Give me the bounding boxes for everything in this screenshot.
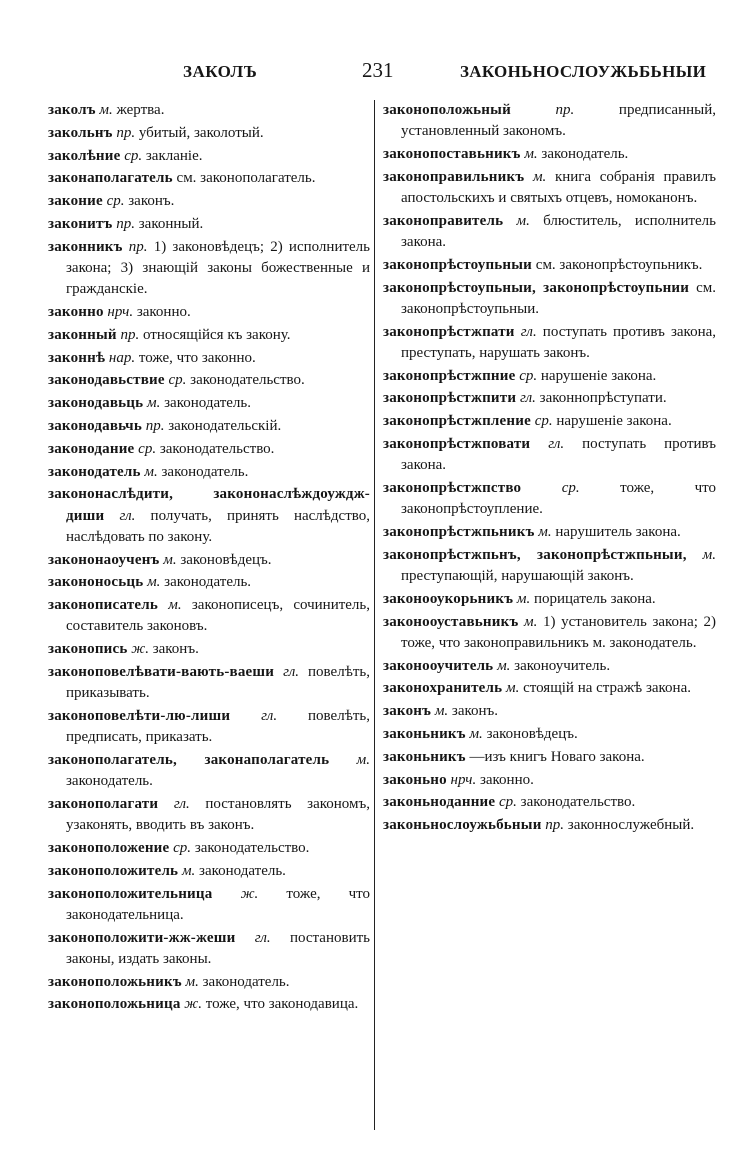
entry-definition: законодатель. <box>66 773 153 790</box>
entry-definition: законовѣдецъ. <box>180 551 272 568</box>
running-header <box>0 58 741 88</box>
entry-definition: поступать противъ закона. <box>401 435 716 474</box>
entry-grammar-label: м. <box>524 146 538 162</box>
dictionary-entry <box>383 815 716 836</box>
dictionary-entry <box>383 255 716 276</box>
entry-definition: законодатель. <box>161 463 249 480</box>
dictionary-entry <box>383 478 716 520</box>
entry-headword: законопрѣстоупьныи <box>383 256 533 273</box>
entry-grammar-label: пр. <box>120 326 140 343</box>
dictionary-entry <box>48 750 370 792</box>
dictionary-entry <box>48 550 370 571</box>
entry-grammar-label: ж. <box>131 641 149 658</box>
entry-definition: законовѣдецъ. <box>486 725 578 742</box>
entry-grammar-label: гл. <box>173 795 190 812</box>
entry-grammar-label: гл. <box>254 929 271 946</box>
entry-definition: постановить законы, издать законы. <box>66 929 370 967</box>
entry-definition: законодательство. <box>194 839 310 856</box>
entry-definition: закланіе. <box>145 147 203 164</box>
dictionary-entry <box>48 168 370 189</box>
entry-headword: законопись <box>48 641 128 658</box>
entry-headword: законодавьць <box>48 395 144 412</box>
dictionary-entry <box>383 322 716 364</box>
dictionary-entry <box>383 434 716 476</box>
entry-headword: законопрѣстжпити <box>383 390 517 407</box>
entry-headword: законьнослоужьбьныи <box>383 817 542 834</box>
dictionary-entry <box>383 770 716 791</box>
entry-grammar-label: м. <box>144 463 158 480</box>
dictionary-entry <box>383 411 716 432</box>
entry-headword: законодавьствие <box>48 372 165 389</box>
entry-grammar-label: м. <box>434 703 449 720</box>
dictionary-entry <box>383 678 716 699</box>
entry-definition: законъ. <box>128 193 175 210</box>
dictionary-entry <box>48 595 370 637</box>
dictionary-entry <box>48 861 370 882</box>
entry-headword: законопоставьникъ <box>383 146 521 162</box>
entry-headword: законоположьница <box>48 996 181 1013</box>
entry-definition: см. законополагатель. <box>176 170 316 187</box>
entry-headword: законие <box>48 193 103 210</box>
entry-definition: предписанный, установленный закономъ. <box>401 102 717 140</box>
entry-headword: законопрѣстжпние <box>383 367 516 384</box>
entry-headword: закононосьць <box>48 574 144 591</box>
page-number: 231 <box>362 58 394 82</box>
dictionary-entry <box>48 348 370 369</box>
entry-headword: законоположитель <box>48 862 179 879</box>
entry-headword: законоповелѣти-лю-лиши <box>48 707 231 724</box>
entry-definition: законоучитель. <box>514 657 611 674</box>
entry-definition: получать, принять наслѣдство, наслѣдовать по закону. <box>66 507 370 545</box>
entry-headword: законно <box>48 303 104 320</box>
entry-headword: законъ <box>383 703 432 720</box>
entry-grammar-label: м. <box>163 551 177 568</box>
entry-definition: см. законопрѣстоупьникъ. <box>535 256 703 273</box>
entry-headword: законьноданние <box>383 794 496 811</box>
entry-grammar-label: ср. <box>124 147 143 164</box>
entry-definition: законнослужебный. <box>567 817 695 834</box>
entry-grammar-label: м. <box>469 725 483 742</box>
entry-headword: законопрѣстоупьныи, законопрѣстоупьнии <box>383 279 690 296</box>
entry-definition: постановлять закономъ, узаконять, вводить въ законъ. <box>66 795 370 834</box>
entry-headword: законохранитель <box>383 680 503 697</box>
entry-definition: относящійся къ закону. <box>142 326 291 343</box>
entry-definition: тоже, что законодательница. <box>66 885 371 923</box>
entry-headword: законоправитель <box>383 212 504 229</box>
entry-grammar-label: м. <box>516 590 531 607</box>
entry-definition: тоже, что законно. <box>138 349 256 366</box>
entry-definition: нарушеніе закона. <box>556 413 672 430</box>
entry-grammar-label: м. <box>506 680 520 697</box>
entry-definition: —изъ книгъ Новаго закона. <box>469 748 645 765</box>
dictionary-entry <box>383 656 716 677</box>
dictionary-entry <box>48 370 370 391</box>
entry-grammar-label: ср. <box>498 794 517 811</box>
entry-grammar-label: м. <box>147 395 161 412</box>
entry-headword: заколѣние <box>48 147 121 164</box>
entry-headword: законоположительница <box>48 885 213 902</box>
entry-grammar-label: пр. <box>555 102 575 118</box>
entry-headword: законопрѣстжпство <box>383 479 522 496</box>
entry-headword: законопрѣстжпати <box>383 323 515 340</box>
dictionary-entry <box>48 123 370 144</box>
entry-definition: повелѣть, предписать, приказать. <box>66 707 370 746</box>
entry-grammar-label: нрч. <box>107 303 134 320</box>
entry-definition: законнопрѣступати. <box>539 390 667 407</box>
entry-definition: законный. <box>138 215 204 232</box>
entry-grammar-label: м. <box>497 657 511 674</box>
entry-definition: законодатель. <box>541 146 629 162</box>
entry-headword: законооуставьникъ <box>383 613 519 630</box>
entry-grammar-label: гл. <box>119 507 136 524</box>
dictionary-entry <box>383 701 716 722</box>
dictionary-entry <box>48 146 370 167</box>
entry-definition: 1) установитель закона; 2) тоже, что законоправильникъ м. законодатель. <box>401 613 717 651</box>
entry-definition: законодатель. <box>199 862 286 879</box>
entry-headword: законьникъ <box>383 725 466 742</box>
dictionary-entry <box>383 211 716 253</box>
entry-headword: законнѣ <box>48 349 106 366</box>
entry-headword: законоповелѣвати-вають-ваеши <box>48 663 275 680</box>
dictionary-entry <box>48 928 370 970</box>
entry-headword: законопрѣстжпьникъ <box>383 523 535 540</box>
entry-headword: законополагатель, законаполагатель <box>48 751 330 768</box>
entry-headword: законитъ <box>48 215 113 232</box>
entry-headword: законооучитель <box>383 657 494 674</box>
entry-definition: книга собранія правилъ апостольскихъ и святыхъ отцевъ, номоканонъ. <box>401 168 717 206</box>
entry-grammar-label: м. <box>99 102 113 118</box>
entry-definition: преступающій, нарушающій законъ. <box>401 567 634 584</box>
entry-headword: законопрѣстжпление <box>383 413 531 430</box>
entry-grammar-label: пр. <box>116 124 136 141</box>
entry-grammar-label: ж. <box>240 885 259 902</box>
entry-headword: законьникъ <box>383 748 466 765</box>
entry-grammar-label: м. <box>524 613 538 630</box>
entry-grammar-label: м. <box>181 862 196 879</box>
entry-grammar-label: м. <box>702 546 716 563</box>
entry-grammar-label: ср. <box>561 479 580 496</box>
entry-grammar-label: пр. <box>545 817 565 834</box>
dictionary-entry <box>383 747 716 768</box>
entry-grammar-label: м. <box>168 597 182 614</box>
entry-definition: законодатель. <box>164 574 252 591</box>
entry-headword: заколъ <box>48 102 96 118</box>
entry-definition: 1) законовѣдецъ; 2) исполнитель закона; 3) знающій законы божественные и гражданскіе. <box>66 238 371 298</box>
entry-headword: законаполагатель <box>48 170 173 187</box>
left-column <box>48 100 370 1140</box>
dictionary-entry <box>48 972 370 993</box>
entry-definition: нарушитель закона. <box>555 523 681 540</box>
entry-definition: поступать противъ закона, преступать, нарушать законъ. <box>401 323 717 361</box>
right-column <box>374 100 716 1130</box>
entry-definition: законодательство. <box>190 372 305 389</box>
entry-headword: законодавьчь <box>48 417 142 434</box>
entry-headword: законоположьникъ <box>48 973 182 990</box>
dictionary-entry <box>383 612 716 654</box>
dictionary-entry <box>48 191 370 212</box>
dictionary-entry <box>48 706 370 748</box>
dictionary-entry <box>48 325 370 346</box>
entry-headword: закононаоученъ <box>48 551 160 568</box>
dictionary-entry <box>383 388 716 409</box>
entry-headword: закононаслѣдити, закононаслѣждоуждж-диши <box>48 486 370 524</box>
dictionary-entry <box>48 416 370 437</box>
entry-headword: законникъ <box>48 238 123 255</box>
entry-headword: законодание <box>48 440 135 457</box>
dictionary-entry <box>48 214 370 235</box>
dictionary-entry <box>48 462 370 483</box>
entry-definition: законодательство. <box>520 794 636 811</box>
entry-definition: тоже, что законодавица. <box>205 996 359 1013</box>
entry-headword: законоправильникъ <box>383 168 525 185</box>
entry-grammar-label: ср. <box>106 193 125 210</box>
entry-grammar-label: гл. <box>283 663 300 680</box>
dictionary-entry <box>48 484 370 548</box>
entry-grammar-label: ср. <box>138 440 157 457</box>
entry-definition: см. законопрѣстоупьныи. <box>401 279 717 317</box>
dictionary-entry <box>48 662 370 704</box>
entry-definition: нарушеніе закона. <box>540 367 657 384</box>
entry-definition: законодательскій. <box>168 417 282 434</box>
entry-headword: законодатель <box>48 463 141 480</box>
entry-grammar-label: нар. <box>108 349 136 366</box>
entry-definition: законно. <box>479 771 534 788</box>
entry-grammar-label: м. <box>356 751 370 768</box>
entry-headword: законьно <box>383 771 447 788</box>
entry-definition: убитый, заколотый. <box>138 124 264 141</box>
entry-grammar-label: пр. <box>116 215 135 232</box>
entry-headword: закольнъ <box>48 124 113 141</box>
entry-definition: законодатель. <box>202 973 290 990</box>
dictionary-entry <box>383 724 716 745</box>
dictionary-entry <box>48 994 370 1015</box>
dictionary-entry <box>48 838 370 859</box>
entry-definition: законъ. <box>152 641 199 658</box>
entry-grammar-label: гл. <box>520 323 537 340</box>
entry-headword: законоположьный <box>383 102 511 118</box>
dictionary-entry <box>383 366 716 387</box>
dictionary-entry <box>48 100 370 121</box>
entry-definition: законодательство. <box>159 440 275 457</box>
dictionary-entry <box>48 439 370 460</box>
entry-headword: законооукорьникъ <box>383 590 514 607</box>
dictionary-entry <box>48 794 370 836</box>
header-right-guideword: ЗАКОНЬНОСЛОУЖЬБЬНЫИ <box>460 62 707 81</box>
dictionary-entry <box>48 639 370 660</box>
entry-headword: законописатель <box>48 597 159 614</box>
dictionary-entry <box>48 237 370 301</box>
entry-grammar-label: пр. <box>128 238 148 255</box>
entry-grammar-label: гл. <box>261 707 278 724</box>
entry-definition: законъ. <box>451 703 499 720</box>
dictionary-entry <box>383 278 716 320</box>
entry-headword: законоположение <box>48 839 170 856</box>
entry-grammar-label: ср. <box>519 367 538 384</box>
dictionary-entry <box>48 884 370 926</box>
entry-grammar-label: ср. <box>534 413 553 430</box>
entry-grammar-label: ср. <box>173 839 192 856</box>
entry-definition: блюститель, исполнитель закона. <box>401 212 717 250</box>
entry-headword: законоположити-жж-жеши <box>48 929 236 946</box>
entry-definition: повелѣть, приказывать. <box>66 663 370 702</box>
entry-grammar-label: м. <box>532 168 547 185</box>
entry-definition: законописецъ, сочинитель, составитель законовъ. <box>66 597 371 635</box>
entry-definition: порицатель закона. <box>533 590 656 607</box>
dictionary-entry <box>48 302 370 323</box>
entry-headword: законный <box>48 326 117 343</box>
entry-grammar-label: пр. <box>145 417 165 434</box>
entry-definition: тоже, что законопрѣстоупление. <box>401 479 717 518</box>
entry-definition: стоящій на стражѣ закона. <box>523 680 691 697</box>
entry-grammar-label: м. <box>147 574 161 591</box>
entry-grammar-label: м. <box>516 212 530 229</box>
entry-grammar-label: м. <box>538 523 552 540</box>
entry-grammar-label: м. <box>185 973 199 990</box>
entry-headword: законопрѣстжпьнъ, законопрѣстжпьныи, <box>383 546 687 563</box>
entry-grammar-label: ж. <box>184 996 202 1013</box>
entry-headword: законополагати <box>48 795 159 812</box>
dictionary-entry <box>383 545 716 587</box>
dictionary-entry <box>383 522 716 543</box>
entry-definition: жертва. <box>116 102 165 118</box>
dictionary-entry <box>383 100 716 142</box>
dictionary-entry <box>383 167 716 209</box>
entry-definition: законно. <box>136 303 191 320</box>
dictionary-entry <box>48 393 370 414</box>
entry-grammar-label: гл. <box>519 390 536 407</box>
dictionary-entry <box>383 144 716 165</box>
entry-grammar-label: ср. <box>168 372 187 389</box>
dictionary-entry <box>48 572 370 593</box>
entry-grammar-label: нрч. <box>450 771 477 788</box>
header-left-guideword: ЗАКОЛЪ <box>183 62 258 81</box>
entry-definition: законодатель. <box>164 395 252 412</box>
dictionary-entry <box>383 589 716 610</box>
dictionary-entry <box>383 792 716 813</box>
entry-grammar-label: гл. <box>548 435 565 452</box>
entry-headword: законопрѣстжповати <box>383 435 531 452</box>
